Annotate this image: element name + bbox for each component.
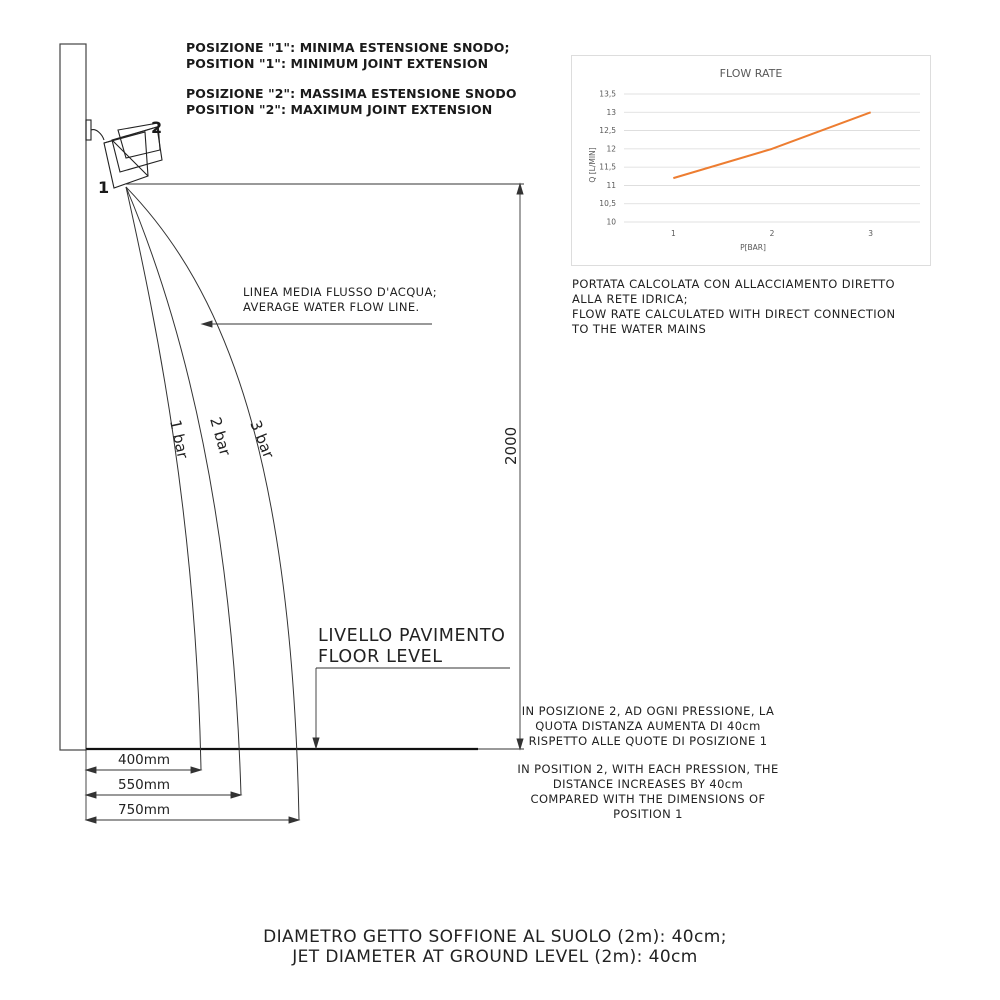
position2-note-it-line: IN POSIZIONE 2, AD OGNI PRESSIONE, LA: [521, 704, 775, 718]
bottom-caption: [0, 927, 990, 967]
note-position1-en: POSITION "1": MINIMUM JOINT EXTENSION: [186, 56, 489, 71]
position-label-2: 2: [151, 118, 163, 137]
note-position1-it: POSIZIONE "1": MINIMA ESTENSIONE SNODO;: [186, 40, 510, 55]
curve-label-2-bar: 2 bar: [206, 415, 235, 458]
chart-xtick-label: 3: [868, 229, 874, 238]
chart-series-line: [673, 112, 870, 178]
flow-leader: [202, 321, 432, 327]
position-label-1: 1: [98, 178, 110, 197]
chart-title: FLOW RATE: [719, 67, 783, 80]
bottom-caption-it: DIAMETRO GETTO SOFFIONE AL SUOLO (2m): 40cm;: [263, 927, 727, 947]
position2-note-it: [508, 704, 788, 749]
position2-note-en-line: IN POSITION 2, WITH EACH PRESSION, THE: [517, 762, 779, 776]
position2-note-en-line: DISTANCE INCREASES BY 40cm: [552, 777, 744, 791]
chart-xlabel: P[BAR]: [740, 243, 766, 252]
chart-xtick-label: 2: [769, 229, 775, 238]
chart-ytick-label: 13,5: [599, 89, 616, 99]
chart-ytick-label: 12,5: [599, 126, 616, 136]
position2-note-en-line: COMPARED WITH THE DIMENSIONS OF: [530, 792, 766, 806]
chart-ytick-label: 12: [606, 144, 616, 154]
distance-750: 750mm: [118, 802, 171, 818]
curve-1-bar: [126, 187, 201, 770]
curve-2-bar: [126, 187, 241, 795]
flow-line-it: LINEA MEDIA FLUSSO D'ACQUA;: [243, 285, 438, 299]
distance-400: 400mm: [118, 752, 171, 768]
flow-note: [572, 277, 896, 337]
flow-note-line: TO THE WATER MAINS: [572, 322, 707, 336]
chart-ylabel: Q [L/MIN]: [588, 147, 597, 183]
height-dim-value: 2000: [502, 426, 520, 465]
chart-ytick-label: 13: [606, 107, 616, 117]
chart-ytick-label: 10,5: [599, 199, 616, 209]
flow-note-line: PORTATA CALCOLATA CON ALLACCIAMENTO DIRETTO: [572, 277, 895, 291]
floor-level-en: FLOOR LEVEL: [318, 647, 443, 667]
flow-note-line: ALLA RETE IDRICA;: [572, 292, 688, 306]
flow-rate-chart-svg: [572, 56, 930, 265]
chart-ytick-label: 10: [606, 217, 616, 227]
flow-note-line: FLOW RATE CALCULATED WITH DIRECT CONNECTION: [572, 307, 896, 321]
distance-550: 550mm: [118, 777, 171, 793]
floor-leader: [313, 668, 510, 748]
floor-level-it: LIVELLO PAVIMENTO: [318, 626, 506, 646]
floor-level-label: [318, 626, 505, 668]
flow-rate-chart: [571, 55, 931, 266]
curve-label-3-bar: 3 bar: [246, 417, 278, 461]
wall: [60, 44, 86, 750]
bottom-caption-en: JET DIAMETER AT GROUND LEVEL (2m): 40cm: [292, 947, 698, 967]
flow-line-en: AVERAGE WATER FLOW LINE.: [243, 300, 420, 314]
chart-ytick-label: 11: [606, 180, 616, 190]
curve-label-1-bar: 1 bar: [166, 418, 192, 461]
position2-note-it-line: QUOTA DISTANZA AUMENTA DI 40cm: [535, 719, 761, 733]
position2-note-en: [508, 762, 788, 822]
position2-note-en-line: POSITION 1: [613, 807, 683, 821]
position2-note-it-line: RISPETTO ALLE QUOTE DI POSIZIONE 1: [528, 734, 768, 748]
curve-3-bar: [126, 187, 299, 820]
chart-xtick-label: 1: [670, 229, 676, 238]
chart-ytick-label: 11,5: [599, 162, 616, 172]
flow-line-note: [243, 285, 437, 315]
note-position2-en: POSITION "2": MAXIMUM JOINT EXTENSION: [186, 102, 493, 117]
note-position2-it: POSIZIONE "2": MASSIMA ESTENSIONE SNODO: [186, 86, 517, 101]
